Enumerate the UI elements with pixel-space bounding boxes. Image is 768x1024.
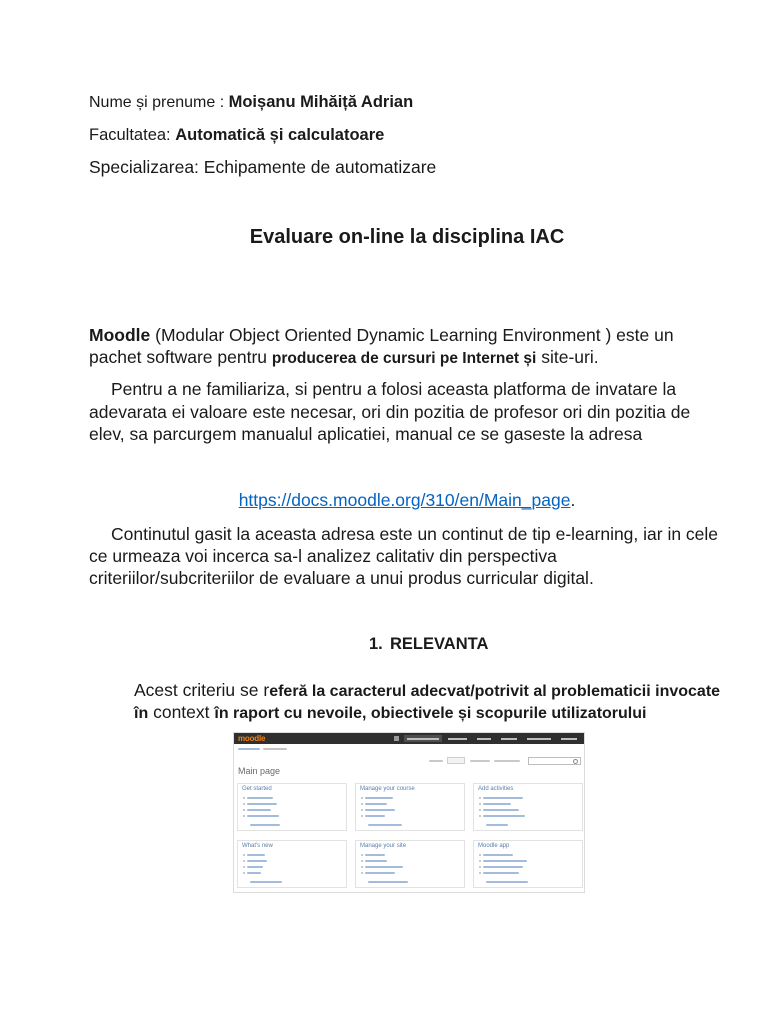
purpose-line-2: adevarata ei valoare este necesar, ori din pozitia de profesor ori din pozitia de (89, 402, 691, 422)
search-box (528, 757, 581, 765)
section-number: 1. (369, 635, 383, 653)
blurred-text-line (247, 815, 279, 817)
docs-box (473, 840, 583, 888)
content-line-1: Continutul gasit la aceasta adresa este un continut de tip e-learning, iar in cele (111, 524, 719, 544)
navbar-item (498, 735, 520, 742)
box-title: Get started (242, 786, 272, 792)
intro-text: site-uri. (536, 347, 599, 367)
criterion-emphasis: eferă la caracterul adecvat/potrivit al problematicii invocate (269, 683, 721, 700)
breadcrumb-text (263, 748, 287, 750)
blurred-text-line (483, 803, 511, 805)
blurred-text-line (365, 860, 387, 862)
blurred-text-line (247, 872, 261, 874)
blurred-text-line (247, 797, 273, 799)
page-tab (429, 760, 443, 762)
blurred-text-line (483, 797, 523, 799)
blurred-text-line (365, 815, 385, 817)
specialization-line: Specializarea: Echipamente de automatizare (89, 157, 437, 177)
page-tab (494, 760, 520, 762)
blurred-text-line (365, 797, 393, 799)
section-heading: RELEVANTA (390, 635, 489, 653)
more-link-line (250, 824, 280, 826)
navbar-item (558, 735, 580, 742)
purpose-line-1: Pentru a ne familiariza, si pentru a folosi aceasta platforma de invatare la (111, 379, 677, 399)
criterion-text: context (148, 702, 215, 722)
blurred-text-line (483, 866, 523, 868)
more-link-line (486, 824, 508, 826)
blurred-text-line (365, 872, 395, 874)
blurred-text-line (483, 860, 527, 862)
breadcrumb-link (238, 748, 260, 750)
blurred-text-line (527, 738, 551, 740)
content-line-2: ce urmeaza voi incerca sa-l analizez calitativ din perspectiva (89, 546, 557, 566)
page-title: Main page (238, 766, 281, 776)
navbar-item (524, 735, 554, 742)
navbar-item (474, 735, 494, 742)
content-line-3: criteriilor/subcriteriilor de evaluare a unui produs curricular digital. (89, 568, 594, 588)
blurred-text-line (448, 738, 467, 740)
more-link-line (368, 824, 402, 826)
criterion-line-1 (134, 679, 720, 703)
link-period: . (570, 490, 576, 510)
faculty-label: Facultatea: (89, 126, 176, 144)
blurred-text-line (561, 738, 577, 740)
moodle-docs-screenshot (233, 732, 585, 893)
more-link-line (250, 881, 282, 883)
faculty-value: Automatică și calculatoare (175, 126, 385, 144)
home-icon (394, 736, 399, 741)
search-icon (573, 759, 578, 764)
docs-box (237, 840, 347, 888)
name-line (89, 90, 413, 114)
faculty-line (89, 123, 384, 146)
document-title: Evaluare on-line la disciplina IAC (249, 226, 565, 248)
blurred-text-line (365, 854, 385, 856)
blurred-text-line (247, 860, 267, 862)
blurred-text-line (483, 872, 519, 874)
blurred-text-line (247, 803, 277, 805)
name-value: Moișanu Mihăiță Adrian (228, 93, 414, 111)
intro-text: (Modular Object Oriented Dynamic Learning Environment ) este un (150, 325, 674, 345)
intro-line-2 (89, 346, 599, 370)
criterion-line-2 (134, 701, 646, 725)
box-title: Add activities (478, 786, 514, 792)
docs-box (237, 783, 347, 831)
navbar-item (445, 735, 470, 742)
link-line (89, 489, 725, 511)
moodle-logo: moodle (238, 734, 266, 743)
moodle-navbar (234, 733, 584, 744)
blurred-text-line (483, 815, 525, 817)
blurred-text-line (365, 809, 395, 811)
blurred-text-line (365, 866, 403, 868)
blurred-text-line (477, 738, 491, 740)
docs-box (355, 783, 465, 831)
blurred-text-line (247, 866, 263, 868)
intro-line-1 (89, 324, 674, 346)
intro-text: pachet software pentru (89, 347, 272, 367)
name-label: Nume și prenume : (89, 94, 229, 111)
purpose-line-3: elev, sa parcurgem manualul aplicatiei, manual ce se gaseste la adresa (89, 424, 643, 444)
box-title: Manage your course (360, 786, 415, 792)
blurred-text-line (407, 738, 439, 740)
blurred-text-line (483, 854, 513, 856)
blurred-text-line (247, 809, 271, 811)
moodle-term: Moodle (89, 325, 151, 345)
intro-emphasis: producerea de cursuri pe Internet și (271, 350, 537, 367)
criterion-emphasis: în raport cu nevoile, obiectivele și scopurile utilizatorului (214, 705, 647, 722)
moodle-docs-link[interactable]: https://docs.moodle.org/310/en/Main_page (238, 490, 571, 510)
navbar-item (404, 735, 442, 742)
blurred-text-line (501, 738, 517, 740)
docs-box (355, 840, 465, 888)
blurred-text-line (483, 809, 519, 811)
criterion-emphasis: în (134, 705, 149, 722)
more-link-line (486, 881, 528, 883)
box-title: What's new (242, 843, 273, 849)
box-title: Moodle app (478, 843, 510, 849)
criterion-text: Acest criteriu se r (134, 680, 270, 700)
blurred-text-line (365, 803, 387, 805)
page-tab (470, 760, 490, 762)
blurred-text-line (247, 854, 265, 856)
page-tab-active (447, 757, 465, 764)
more-link-line (368, 881, 408, 883)
docs-box (473, 783, 583, 831)
box-title: Manage your site (360, 843, 407, 849)
